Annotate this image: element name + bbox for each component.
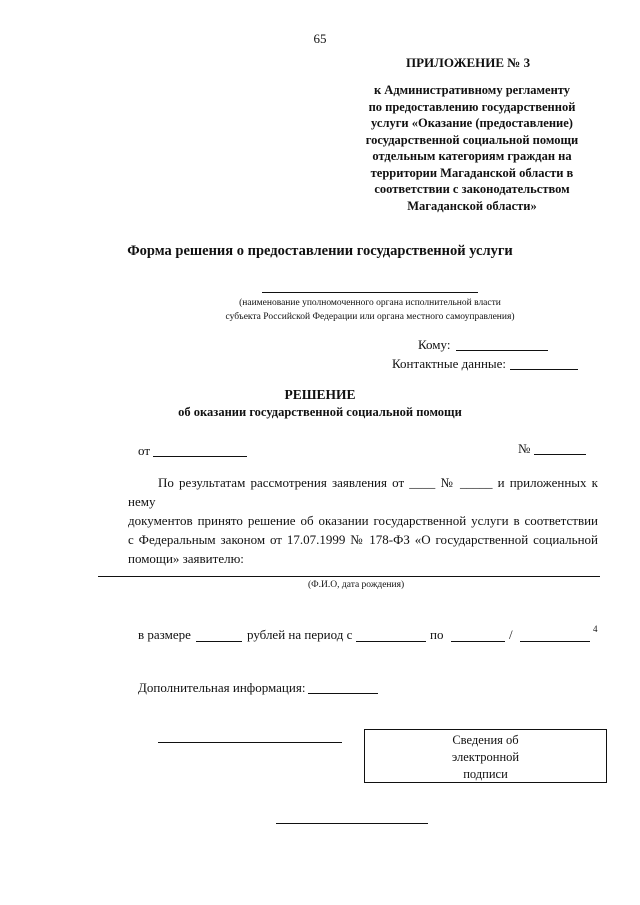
fio-caption: (Ф.И.О, дата рождения) bbox=[308, 580, 405, 590]
appendix-line: отдельным категориям граждан на bbox=[372, 149, 572, 163]
decision-body bbox=[128, 473, 598, 568]
authority-caption-line: (наименование уполномоченного органа исполнительной власти bbox=[239, 298, 501, 308]
amount-period-label: рублей на период с bbox=[247, 627, 353, 642]
form-title: Форма решения о предоставлении государственной услуги bbox=[127, 243, 513, 259]
to-label: Кому: bbox=[418, 337, 451, 352]
footnote-marker: 4 bbox=[593, 624, 598, 634]
fio-line[interactable] bbox=[98, 576, 600, 577]
signatory-line[interactable] bbox=[158, 742, 342, 743]
body-line: документов принято решение об оказании государственной услуги в соответствии bbox=[128, 513, 598, 528]
period-slash: / bbox=[509, 627, 513, 642]
signature-box-line: электронной bbox=[451, 750, 520, 764]
period-from-field[interactable] bbox=[356, 641, 426, 642]
number-label: № bbox=[518, 441, 531, 456]
amount-prefix: в размере bbox=[138, 627, 191, 642]
appendix-line: территории Магаданской области в bbox=[370, 165, 574, 180]
signature-box-line: подписи bbox=[463, 767, 508, 781]
number-field[interactable] bbox=[534, 454, 586, 455]
bottom-line bbox=[276, 823, 428, 824]
body-line: помощи» заявителю: bbox=[128, 551, 244, 566]
appendix-reference bbox=[332, 82, 612, 214]
decision-title: РЕШЕНИЕ bbox=[284, 387, 356, 402]
appendix-line: к Административному регламенту bbox=[373, 83, 570, 97]
amount-field[interactable] bbox=[196, 641, 242, 642]
period-extra-field[interactable] bbox=[520, 641, 590, 642]
contacts-label: Контактные данные: bbox=[392, 356, 507, 371]
body-text: По результатам рассмотрения заявления от ____ № bbox=[158, 475, 455, 490]
signature-box-line: Сведения об bbox=[452, 733, 519, 747]
authority-caption bbox=[150, 296, 590, 324]
period-to-field[interactable] bbox=[451, 641, 505, 642]
period-to-label: по bbox=[430, 627, 444, 642]
electronic-signature-box bbox=[364, 729, 607, 783]
additional-info-field[interactable] bbox=[308, 693, 378, 694]
appendix-title: ПРИЛОЖЕНИЕ № 3 bbox=[406, 55, 531, 70]
authority-caption-line: субъекта Российской Федерации или органа местного самоуправления) bbox=[225, 312, 515, 322]
body-line: с Федеральным законом от 17.07.1999 № 178-ФЗ «О государственной социальной bbox=[128, 532, 598, 547]
decision-subtitle: об оказании государственной социальной помощи bbox=[178, 405, 462, 419]
page-number: 65 bbox=[313, 31, 327, 46]
date-field[interactable] bbox=[153, 456, 247, 457]
additional-info-label: Дополнительная информация: bbox=[138, 680, 306, 695]
appendix-line: услуги «Оказание (предоставление) bbox=[371, 116, 573, 130]
appendix-line: государственной социальной помощи bbox=[365, 132, 579, 147]
appendix-line: Магаданской области» bbox=[407, 198, 537, 213]
to-field[interactable] bbox=[456, 350, 548, 351]
body-text: _____ и приложенных к нему bbox=[128, 475, 598, 509]
appendix-line: соответствии с законодательством bbox=[374, 182, 570, 196]
date-label: от bbox=[138, 443, 151, 458]
appendix-line: по предоставлению государственной bbox=[368, 99, 576, 114]
contacts-field[interactable] bbox=[510, 369, 578, 370]
authority-name-line[interactable] bbox=[262, 292, 478, 293]
